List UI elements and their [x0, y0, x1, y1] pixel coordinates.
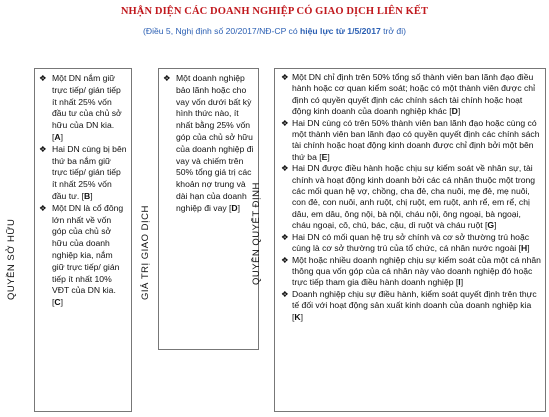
item-text: Hai DN cùng bị bên thứ ba nắm giữ trực tiếp/ gián tiếp ít nhất 25% vốn đầu tư. [B] [52, 143, 127, 201]
list-item [281, 72, 541, 118]
item-code: B [84, 190, 91, 201]
transaction-value-box [158, 68, 259, 350]
transaction-value-list [163, 73, 254, 215]
decision-rights-label: QUYỀN QUYẾT ĐỊNH [251, 182, 262, 285]
list-item [281, 255, 541, 289]
item-text: Hai DN được điều hành hoặc chịu sự kiểm soát về nhân sự, tài chính và hoạt động kinh doanh bởi các cá nhân thuộc một trong các mối quan hệ vợ, chồng, cha đẻ, cha nuôi, mẹ đẻ, mẹ nuôi, con đẻ, con nuôi, anh ruột, chị ruột, em ruột, anh rể, em rể, chị dâu, em dâu, ông nội, bà nội, cháu nội, ông ngoại, bà ngoại, cháu ngoại, cô, chú, bác, cậu, dì ruột và cháu ruột [G] [292, 163, 536, 231]
item-text: Một doanh nghiệp bảo lãnh hoặc cho vay vốn dưới bất kỳ hình thức nào, ít nhất bằng 25% vốn góp của chủ sở hữu của doanh nghiệp đi vay và chiếm trên 50% tổng giá trị các khoản nợ trung và dài hạn của doanh nghiệp đi vay [D] [176, 73, 254, 213]
list-item [281, 118, 541, 164]
ownership-box [34, 68, 132, 412]
transaction-value-label: GIÁ TRỊ GIAO DỊCH [140, 205, 151, 300]
item-text: Một DN nắm giữ trực tiếp/ gián tiếp ít nhất 25% vốn đầu tư của chủ sở hữu của DN kia. [A] [52, 73, 122, 142]
diamond-bullet-icon: ❖ [39, 143, 47, 154]
diamond-bullet-icon: ❖ [39, 202, 47, 213]
item-code: D [231, 202, 238, 213]
list-item [39, 203, 127, 309]
item-text: Doanh nghiệp chịu sự điều hành, kiểm soát quyết định trên thực tế đối với hoạt động sản xuất kinh doanh của doanh nghiệp kia [K] [292, 288, 537, 322]
item-code: K [294, 311, 301, 322]
diamond-bullet-icon: ❖ [39, 73, 47, 83]
item-code: A [54, 131, 61, 142]
diamond-bullet-icon: ❖ [281, 288, 289, 299]
item-code: H [520, 243, 528, 254]
item-code: D [451, 106, 458, 117]
list-item [281, 289, 541, 323]
diamond-bullet-icon: ❖ [281, 163, 289, 174]
diamond-bullet-icon: ❖ [281, 231, 289, 242]
item-text: Một hoặc nhiều doanh nghiệp chịu sự kiểm soát của một cá nhân thông qua vốn góp của cá nhân này vào doanh nghiệp đó hoặc trực tiếp tham gia điều hành doanh nghiệp [I] [292, 254, 541, 288]
list-item [39, 73, 127, 144]
item-code: G [487, 220, 495, 231]
page-subtitle: (Điều 5, Nghị định số 20/2017/NĐ-CP có hiệu lực từ 1/5/2017 trở đi) [143, 26, 406, 36]
ownership-list [39, 73, 127, 309]
diamond-bullet-icon: ❖ [281, 117, 289, 128]
page-title: NHẬN DIỆN CÁC DOANH NGHIỆP CÓ GIAO DỊCH LIÊN KẾT [120, 6, 429, 17]
item-text: Một DN là cổ đông lớn nhất về vốn góp của chủ sở hữu của doanh nghiệp kia, nắm giữ trực tiếp/ gián tiếp ít nhất 10% VĐT của DN kia. [C] [52, 202, 124, 308]
list-item [39, 144, 127, 203]
list-item [281, 163, 541, 231]
item-code: C [54, 297, 61, 308]
decision-rights-box [274, 68, 546, 412]
item-code: I [458, 277, 461, 288]
item-text: Hai DN có mối quan hệ trụ sở chính và cơ sở thường trú hoặc cùng là cơ sở thường trú của tổ chức, cá nhân nước ngoài [H] [292, 231, 530, 254]
item-text: Hai DN cùng có trên 50% thành viên ban lãnh đạo hoặc cùng có một thành viên ban lãnh đạo có quyền quyết định các chính sách tài chính hoặc hoạt động kinh doanh được chỉ định bởi một bên thứ ba [E] [292, 117, 540, 162]
list-item [281, 232, 541, 255]
item-code: E [321, 151, 328, 162]
diamond-bullet-icon: ❖ [281, 72, 289, 82]
ownership-label: QUYỀN SỞ HỮU [6, 218, 17, 300]
diamond-bullet-icon: ❖ [281, 254, 289, 265]
item-text: Một DN chỉ định trên 50% tổng số thành viên ban lãnh đạo điều hành hoặc cơ quan kiểm soát; hoặc có một thành viên được chỉ định có quyền quyết định các chính sách tài chính hoặc hoạt động kinh doanh của doanh nghiệp khác [D] [292, 72, 535, 117]
diamond-bullet-icon: ❖ [163, 73, 171, 83]
decision-rights-list [281, 72, 541, 323]
list-item [163, 73, 254, 215]
